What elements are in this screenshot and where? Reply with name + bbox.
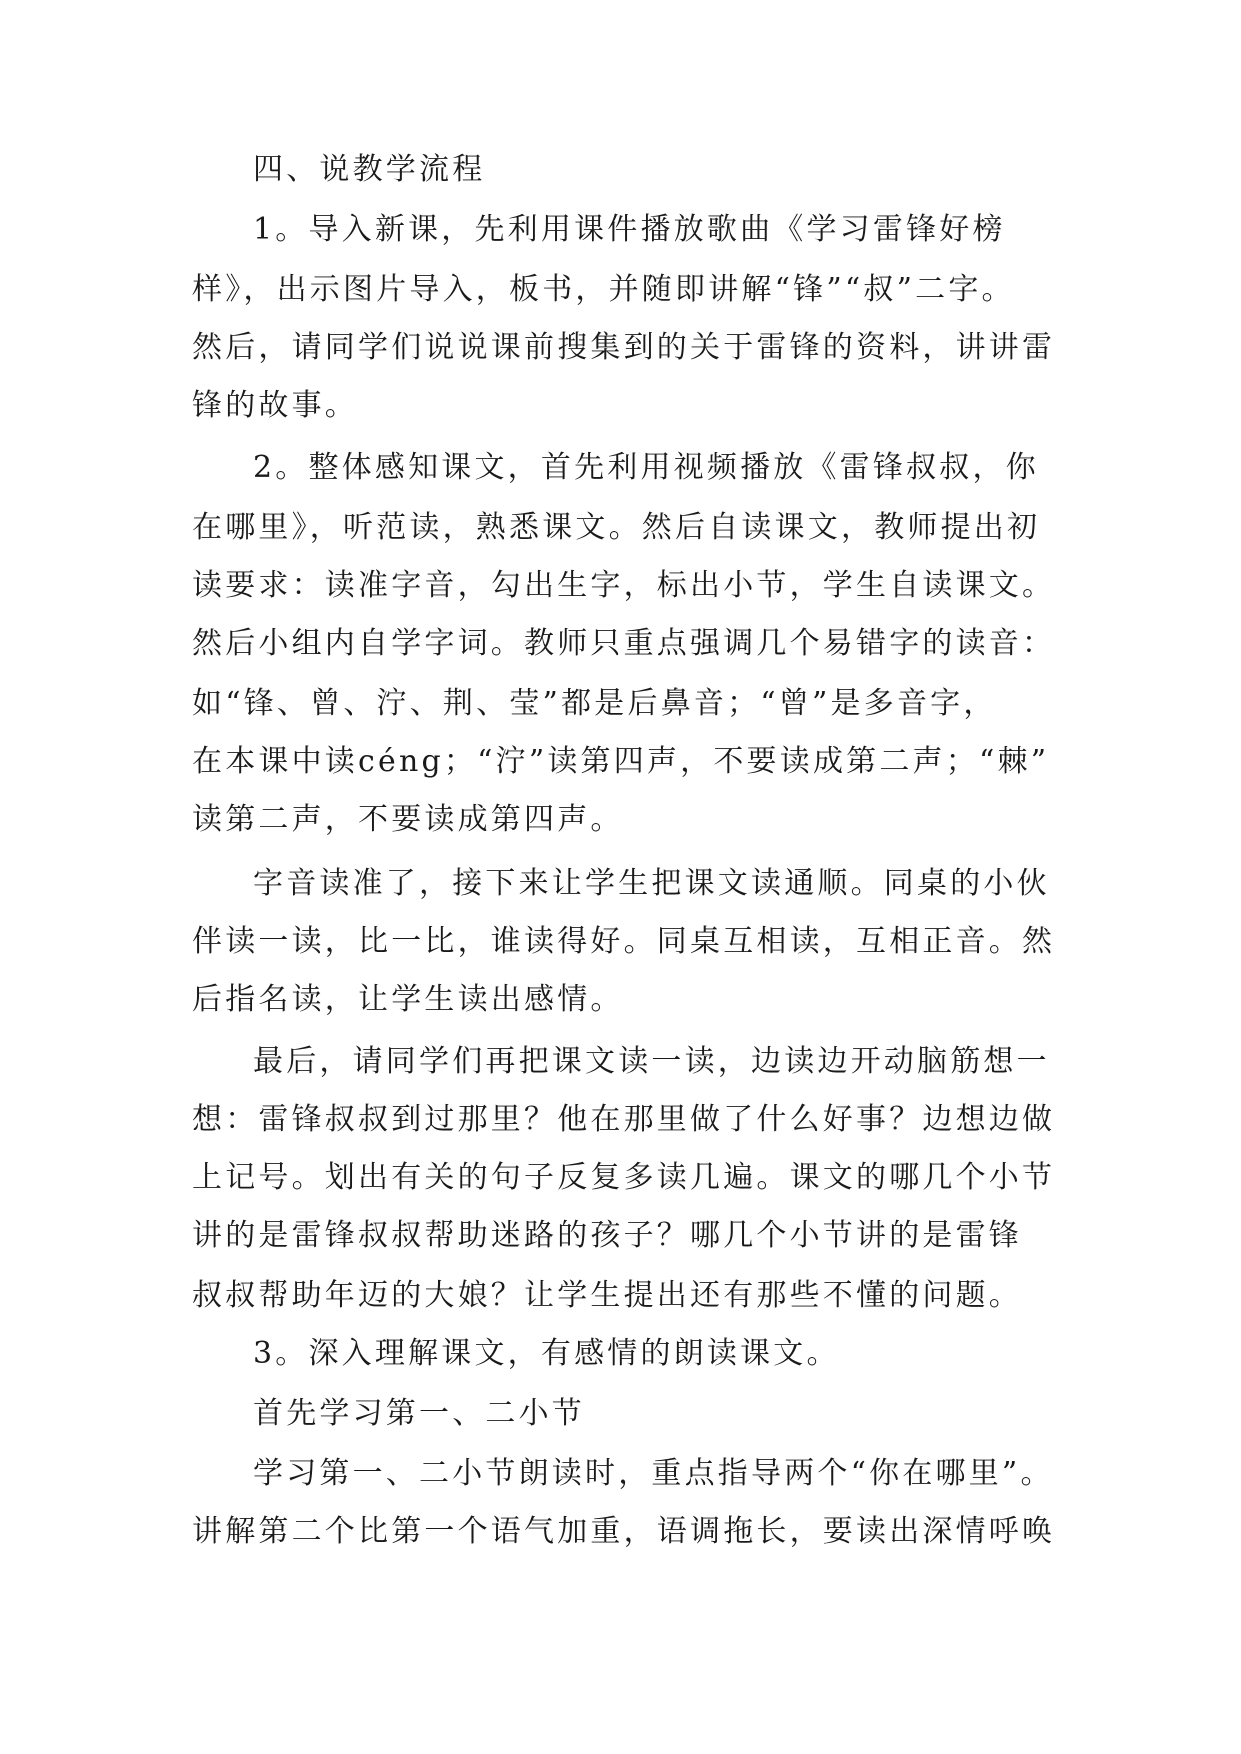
text-line: 想：雷锋叔叔到过那里？他在那里做了什么好事？边想边做	[192, 1102, 1056, 1137]
text-line: 3。深入理解课文，有感情的朗读课文。	[253, 1336, 840, 1371]
text-line: 2。整体感知课文，首先利用视频播放《雷锋叔叔，你	[253, 450, 1039, 485]
text-line: 伴读一读，比一比，谁读得好。同桌互相读，互相正音。然	[192, 924, 1056, 959]
text-line: 读第二声，不要读成第四声。	[192, 802, 624, 837]
text-line: 学习第一、二小节朗读时，重点指导两个“你在哪里”。	[253, 1456, 1054, 1491]
text-line: 1。导入新课，先利用课件播放歌曲《学习雷锋好榜	[253, 212, 1006, 247]
text-line: 在本课中读céng；“泞”读第四声，不要读成第二声；“棘”	[192, 744, 1050, 779]
text-line: 在哪里》，听范读，熟悉课文。然后自读课文，教师提出初	[192, 510, 1041, 545]
text-line: 样》，出示图片导入，板书，并随即讲解“锋”“叔”二字。	[192, 272, 1015, 307]
text-line: 后指名读，让学生读出感情。	[192, 982, 624, 1017]
section-heading: 四、说教学流程	[253, 152, 486, 187]
text-line: 锋的故事。	[192, 388, 358, 423]
text-line: 叔叔帮助年迈的大娘？让学生提出还有那些不懂的问题。	[192, 1278, 1022, 1313]
text-line: 然后，请同学们说说课前搜集到的关于雷锋的资料，讲讲雷	[192, 330, 1056, 365]
text-line: 首先学习第一、二小节	[253, 1396, 585, 1431]
text-line: 读要求：读准字音，勾出生字，标出小节，学生自读课文。	[192, 568, 1056, 603]
text-line: 上记号。划出有关的句子反复多读几遍。课文的哪几个小节	[192, 1160, 1056, 1195]
text-line: 讲的是雷锋叔叔帮助迷路的孩子？哪几个小节讲的是雷锋	[192, 1218, 1022, 1253]
text-line: 最后，请同学们再把课文读一读，边读边开动脑筋想一	[253, 1044, 1050, 1079]
text-line: 字音读准了，接下来让学生把课文读通顺。同桌的小伙	[253, 866, 1050, 901]
text-line: 讲解第二个比第一个语气加重，语调拖长，要读出深情呼唤	[192, 1514, 1056, 1549]
text-line: 如“锋、曾、泞、荆、莹”都是后鼻音；“曾”是多音字，	[192, 686, 997, 721]
text-line: 然后小组内自学字词。教师只重点强调几个易错字的读音：	[192, 626, 1056, 661]
